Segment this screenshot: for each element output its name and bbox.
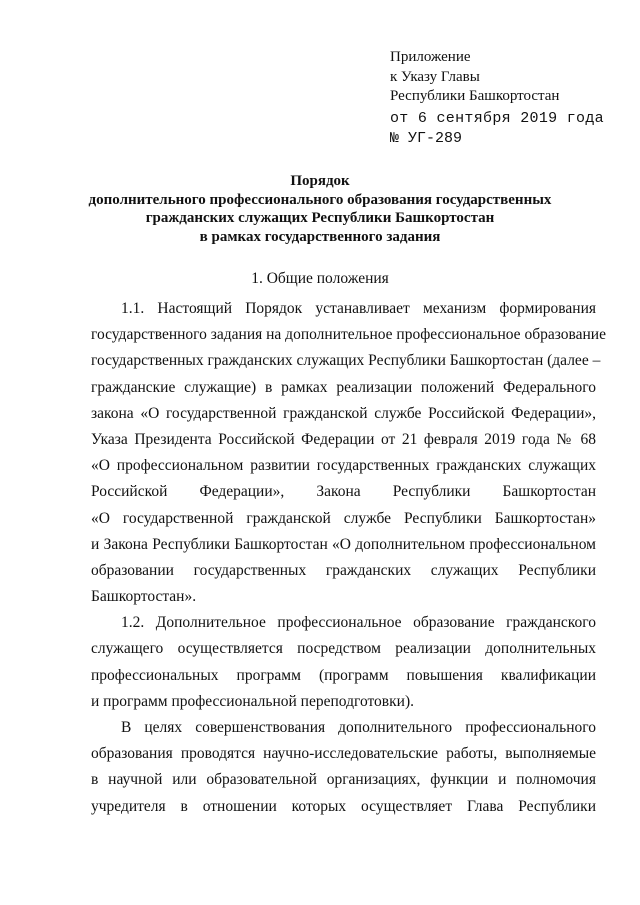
appendix-decree-reference: к Указу Главы — [390, 68, 480, 85]
paragraph-2-line: 1.2. Дополнительное профессиональное образование гражданского — [121, 614, 596, 632]
decree-date-stamp: от 6 сентября 2019 года — [390, 110, 604, 127]
title-line: гражданских служащих Республики Башкортостан — [145, 210, 495, 226]
appendix-label: Приложение — [390, 49, 471, 65]
decree-number-stamp: № УГ-289 — [390, 130, 463, 147]
paragraph-1-line: Башкортостан». — [91, 588, 197, 606]
paragraph-1-line: образовании государственных гражданских служащих Республики — [91, 561, 596, 579]
paragraph-1-line: государственных гражданских служащих Республики Башкортостан (далее – — [91, 352, 601, 370]
paragraph-2-line: профессиональных программ (программ повышения квалификации — [91, 666, 596, 684]
paragraph-2-line: и программ профессиональной переподготовки). — [91, 692, 414, 710]
title-line: Порядок — [290, 173, 350, 189]
paragraph-1-line: закона «О государственной гражданской службе Российской Федерации», — [91, 404, 596, 422]
paragraph-2-line: служащего осуществляется посредством реализации дополнительных — [91, 640, 596, 658]
paragraph-3-line: в научной или образовательной организациях, функции и полномочия — [91, 771, 596, 789]
title-line: в рамках государственного задания — [199, 228, 441, 245]
paragraph-1-line: и Закона Республики Башкортостан «О дополнительном профессиональном — [91, 535, 596, 553]
appendix-block — [390, 48, 559, 107]
section-heading: 1. Общие положения — [251, 270, 389, 287]
paragraph-1-line: Российской Федерации», Закона Республики Башкортостан — [91, 483, 596, 501]
paragraph-1-line: Указа Президента Российской Федерации от 21 февраля 2019 года № 68 — [91, 430, 596, 448]
document-title — [80, 172, 560, 246]
paragraph-1-line: 1.1. Настоящий Порядок устанавливает механизм формирования — [121, 300, 596, 317]
paragraph-1-line: «О государственной гражданской службе Республики Башкортостан» — [91, 509, 596, 527]
appendix-republic: Республики Башкортостан — [390, 88, 560, 104]
paragraph-1-line: гражданские служащие) в рамках реализации положений Федерального — [91, 378, 596, 396]
title-line: дополнительного профессионального образования государственных — [88, 191, 552, 208]
paragraph-3-line: В целях совершенствования дополнительного профессионального — [121, 719, 596, 736]
paragraph-1-line: «О профессиональном развитии государственных гражданских служащих — [91, 457, 596, 475]
paragraph-3-line: учредителя в отношении которых осуществляет Глава Республики — [91, 797, 596, 815]
paragraph-3-line: образования проводятся научно-исследовательские работы, выполняемые — [91, 745, 596, 763]
document-body — [91, 296, 606, 820]
paragraph-1-line: государственного задания на дополнительное профессиональное образование — [91, 326, 606, 344]
